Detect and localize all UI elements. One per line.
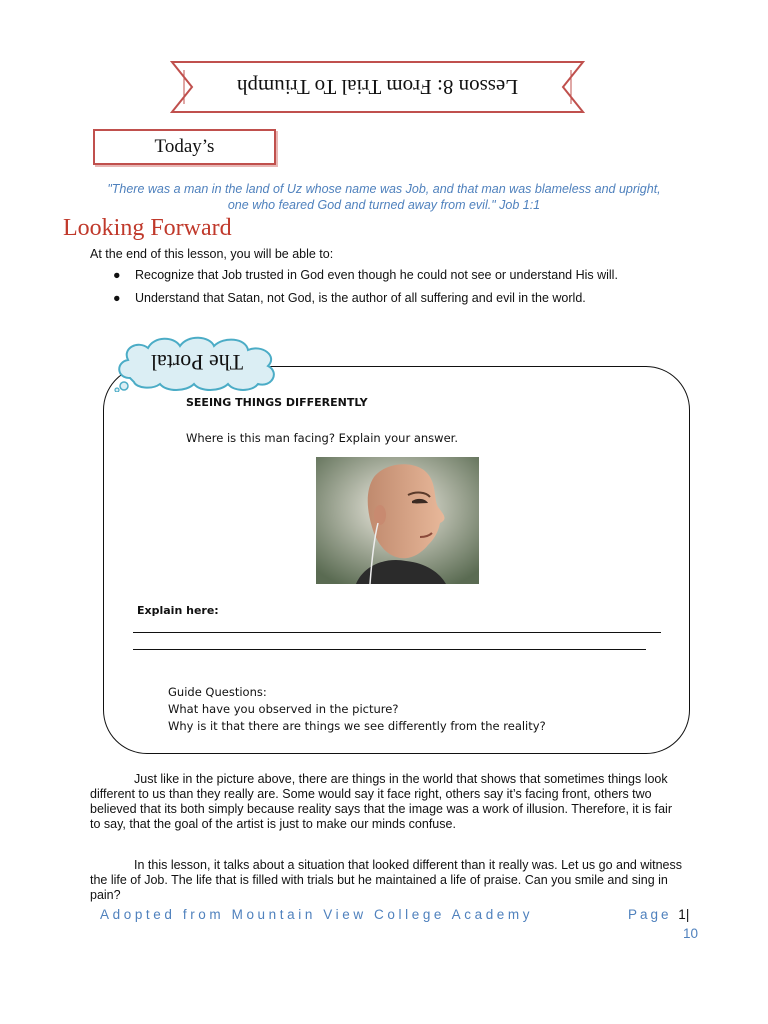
footer-source: Adopted from Mountain View College Academy <box>100 907 534 922</box>
objective-text: Recognize that Job trusted in God even though he could not see or understand His will. <box>135 268 618 282</box>
answer-line[interactable] <box>133 632 661 633</box>
total-pages: 10 <box>683 926 699 941</box>
guide-questions <box>168 684 546 735</box>
looking-forward-heading: Looking Forward <box>63 215 232 241</box>
portal-title: The Portal <box>150 350 244 375</box>
portal-section-title: SEEING THINGS DIFFERENTLY <box>186 396 368 409</box>
guide-question: What have you observed in the picture? <box>168 702 399 716</box>
lesson-title: Lesson 8: From Trial To Triumph <box>236 75 519 100</box>
portal-question: Where is this man facing? Explain your answer. <box>186 431 458 445</box>
guide-question: Why is it that there are things we see differently from the reality? <box>168 719 546 733</box>
objectives-intro: At the end of this lesson, you will be able to: <box>90 247 334 261</box>
guide-title: Guide Questions: <box>168 685 267 699</box>
answer-line[interactable] <box>133 649 646 650</box>
objective-item <box>113 268 618 282</box>
bullet-icon: ● <box>113 268 121 282</box>
objective-text: Understand that Satan, not God, is the author of all suffering and evil in the world. <box>135 291 586 305</box>
bullet-icon: ● <box>113 291 121 305</box>
page-number: 1 <box>678 907 686 922</box>
body-paragraph: In this lesson, it talks about a situation that looked different than it really was. Let us go and witness the life of Job. The life that is filled with trials but he maintained a life of praise. Can you smile and sing in pain? <box>90 858 683 902</box>
footer-page <box>628 907 689 922</box>
todays-label: Today’s <box>154 136 215 157</box>
objective-item <box>113 291 586 305</box>
face-illusion-image <box>316 457 479 584</box>
bible-verse: "There was a man in the land of Uz whose name was Job, and that man was blameless and upright, one who feared God and turned away from evil." Job 1:1 <box>107 182 661 212</box>
body-paragraph: Just like in the picture above, there are things in the world that shows that sometimes things look different to us than they really are. Some would say it face right, others say it’s facing front, others two believed that its both simply because reality says that the image was a work of illusion. Therefore, it is fair to say, that the goal of the artist is just to make our minds confuse. <box>90 772 672 831</box>
explain-label: Explain here: <box>137 604 219 617</box>
page-label: Page <box>628 907 672 922</box>
page-separator: | <box>685 907 690 922</box>
todays-box <box>93 129 276 165</box>
